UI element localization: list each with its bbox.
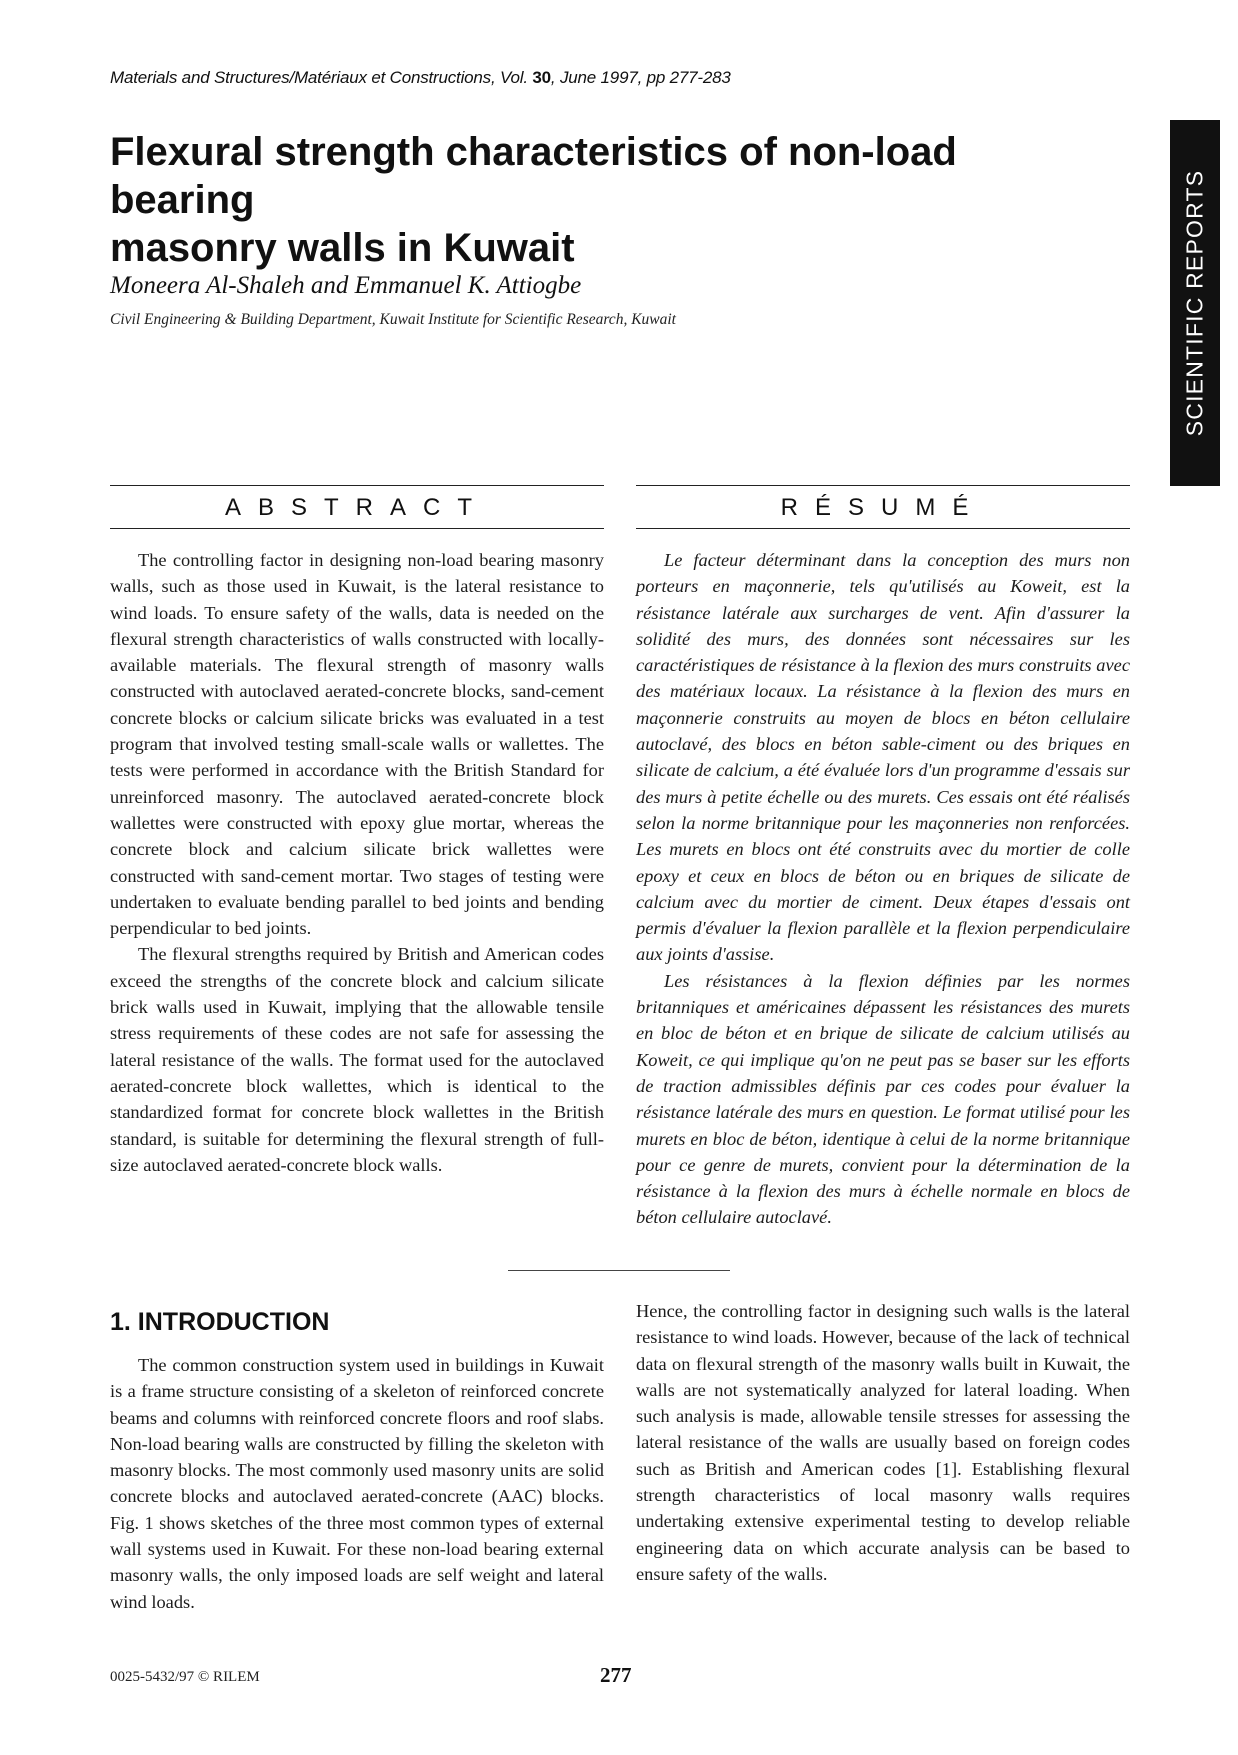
side-tab-label: SCIENTIFIC REPORTS [1181, 169, 1208, 437]
journal-issue-pages: , June 1997, pp 277-283 [550, 68, 731, 87]
abstract-heading: ABSTRACT [224, 494, 489, 521]
journal-citation [110, 68, 1010, 88]
page-number: 277 [600, 1663, 632, 1687]
abstract-top-rule [110, 485, 604, 486]
section-side-tab [1170, 120, 1220, 486]
introduction-heading: 1. INTRODUCTION [110, 1308, 330, 1336]
introduction-paragraph-1: The common construction system used in buildings in Kuwait is a frame structure consisting of a skeleton of reinforced concrete beams and columns with reinforced concrete floors and roof slabs. Non-load bearing walls are constructed by filling the skeleton with masonry blocks. The most commonly used masonry units are solid concrete blocks and autoclaved aerated-concrete (AAC) blocks. Fig. 1 shows sketches of the three most common types of external wall systems used in Kuwait. For these non-load bearing external masonry walls, the only imposed loads are self weight and lateral wind loads. [110, 1355, 604, 1612]
resume-paragraph-2: Les résistances à la flexion définies par les normes britanniques et américaines dépassent les résistances des murets en bloc de béton et en brique de silicate de calcium utilisés au Koweit, ce qui implique qu'on ne peut pas se baser sur les efforts de traction admissibles définis par ces codes pour évaluer la résistance latérale des murs en question. Le format utilisé pour les murets en bloc de béton, identique à celui de la norme britannique pour ce genre de murets, convient pour la détermination de la résistance à la flexion des murs à échelle normale en blocs de béton cellulaire autoclavé. [636, 970, 1130, 1228]
introduction-paragraph-2: Hence, the controlling factor in designing such walls is the lateral resistance to wind loads. However, because of the lack of technical data on flexural strength of the masonry walls built in Kuwait, the walls are not systematically analyzed for lateral loading. When such analysis is made, allowable tensile stresses for assessing the lateral resistance of the walls are usually based on foreign codes such as British and American codes [1]. Establishing flexural strength characteristics of local masonry walls requires undertaking extensive experimental testing to develop reliable engineering data on which accurate analysis can be based to ensure safety of the walls. [636, 1301, 1130, 1584]
title-line-1: Flexural strength characteristics of non-load bearing [110, 130, 957, 222]
resume-paragraph-1: Le facteur déterminant dans la conception des murs non porteurs en maçonnerie, tels qu'utilisés au Koweit, est la résistance latérale aux surcharges de vent. Afin d'assurer la solidité des murs, des données sont nécessaires sur les caractéristiques de résistance à la flexion des murs construits avec des matériaux locaux. La résistance à la flexion des murs en maçonnerie construits au moyen de blocs en béton cellulaire autoclavé, des blocs en béton sable-ciment ou des briques en silicate de calcium, a été évaluée lors d'un programme d'essais sur des murs à petite échelle ou des murets. Ces essais ont été réalisés selon la norme britannique pour les maçonneries non renforcées. Les murets en blocs ont été construits avec du mortier de colle epoxy et ceux en blocs de béton ou en briques de silicate de calcium avec du mortier de ciment. Deux étapes d'essais ont permis d'évaluer la flexion parallèle et la flexion perpendiculaire aux joints d'assise. [636, 550, 1130, 965]
article-title [110, 128, 1110, 272]
affiliation: Civil Engineering & Building Department, Kuwait Institute for Scientific Research, Kuwait [110, 311, 676, 328]
introduction-right-column [636, 1298, 1130, 1587]
resume-body [636, 547, 1130, 1231]
abstract-body [110, 547, 604, 1178]
authors: Moneera Al-Shaleh and Emmanuel K. Attiogbe [110, 272, 582, 299]
resume-heading: RÉSUMÉ [780, 494, 986, 521]
journal-name: Materials and Structures/Matériaux et Constructions, Vol. [110, 68, 533, 87]
resume-bottom-rule [636, 528, 1130, 529]
resume-top-rule [636, 485, 1130, 486]
introduction-left-column [110, 1352, 604, 1615]
section-divider [508, 1270, 730, 1271]
abstract-paragraph-1: The controlling factor in designing non-load bearing masonry walls, such as those used in Kuwait, is the lateral resistance to wind loads. To ensure safety of the walls, data is needed on the flexural strength characteristics of walls constructed with locally-available materials. The flexural strength of masonry walls constructed with autoclaved aerated-concrete blocks, sand-cement concrete blocks or calcium silicate bricks was evaluated in a test program that involved testing small-scale walls or wallettes. The tests were performed in accordance with the British Standard for unreinforced masonry. The autoclaved aerated-concrete block wallettes were constructed with epoxy glue mortar, whereas the concrete block and calcium silicate brick wallettes were constructed with sand-cement mortar. Two stages of testing were undertaken to evaluate bending parallel to bed joints and bending perpendicular to bed joints. [110, 550, 604, 939]
journal-volume: 30 [532, 68, 551, 87]
title-line-2: masonry walls in Kuwait [110, 226, 575, 270]
copyright-code: 0025-5432/97 © RILEM [110, 1669, 260, 1685]
abstract-paragraph-2: The flexural strengths required by British and American codes exceed the strengths of the concrete block and calcium silicate brick walls used in Kuwait, implying that the allowable tensile stress requirements of these codes are not safe for assessing the lateral resistance of the walls. The format used for the autoclaved aerated-concrete block wallettes, which is identical to the standardized format for concrete block wallettes in the British standard, is suitable for determining the flexural strength of full-size autoclaved aerated-concrete block walls. [110, 944, 604, 1175]
abstract-bottom-rule [110, 528, 604, 529]
